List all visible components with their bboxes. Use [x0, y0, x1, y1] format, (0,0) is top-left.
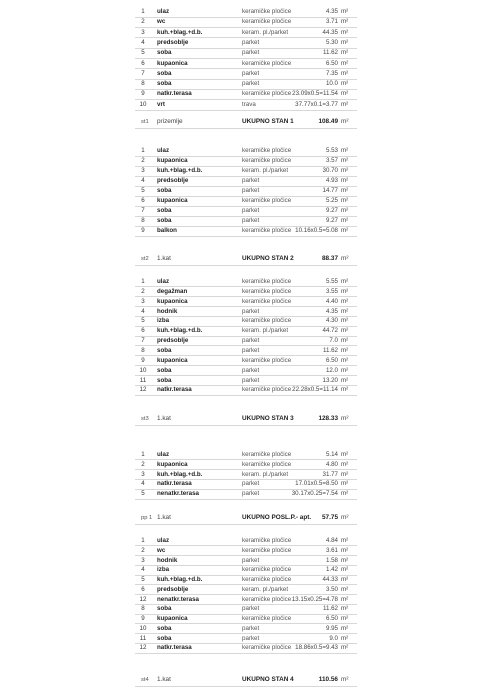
room-name: soba	[157, 605, 172, 613]
room-row	[0, 226, 487, 236]
total-divider	[135, 524, 357, 525]
room-name: nenatkr.terasa	[157, 595, 199, 603]
area-unit: m²	[341, 227, 349, 234]
room-area: 1.58	[325, 556, 338, 564]
room-name: soba	[157, 346, 172, 354]
floor-material: keramičke pločice	[242, 615, 292, 622]
room-number: 4	[141, 177, 145, 184]
room-name: wc	[157, 546, 166, 554]
room-number: 10	[139, 624, 147, 632]
total-unit: m²	[341, 514, 349, 521]
room-row	[0, 28, 487, 38]
unit-symbol: st2	[141, 256, 149, 262]
floor-material: keramičke pločice	[242, 147, 292, 154]
room-name: soba	[157, 366, 172, 374]
room-name: soba	[157, 49, 172, 57]
room-row	[0, 79, 487, 89]
floor-material: parket	[242, 80, 260, 88]
total-divider	[135, 128, 357, 129]
room-number: 2	[141, 157, 145, 164]
room-name: izba	[157, 566, 170, 574]
floor-material: keram. pl./parket	[242, 470, 289, 478]
floor-material: keramičke pločice	[242, 297, 292, 305]
area-unit: m²	[341, 80, 349, 88]
total-unit: m²	[341, 118, 349, 125]
room-area: 9.0	[329, 634, 338, 642]
floor-level: 1.kat	[157, 415, 171, 422]
room-row	[0, 156, 487, 166]
area-unit: m²	[341, 297, 349, 305]
room-name: kuh.+blag.+d.b.	[157, 470, 203, 478]
room-area: 4.30	[325, 317, 338, 325]
area-unit: m²	[341, 177, 349, 184]
area-unit: m²	[341, 217, 349, 224]
total-divider	[135, 425, 357, 426]
room-area: 31.77	[322, 470, 338, 478]
room-number: 12	[139, 386, 147, 394]
room-area: 23.09x0.5=11.54	[292, 90, 338, 98]
room-name: soba	[157, 187, 172, 194]
area-unit: m²	[341, 327, 349, 335]
room-name: kupaonica	[157, 356, 188, 364]
room-area: 11.62	[322, 346, 338, 354]
room-area: 7.35	[325, 69, 338, 77]
room-area: 1.42	[325, 566, 338, 574]
room-row	[0, 186, 487, 196]
area-unit: m²	[341, 187, 349, 194]
room-area: 5.30	[325, 38, 338, 46]
floor-level: 1.kat	[157, 255, 171, 262]
room-number: 12	[139, 644, 147, 652]
floor-material: keramičke pločice	[242, 227, 292, 234]
floor-material: keramičke pločice	[242, 356, 292, 364]
room-area: 4.35	[325, 8, 338, 15]
room-name: predsoblje	[157, 585, 189, 593]
room-area: 9.27	[325, 217, 338, 224]
room-name: predsoblje	[157, 337, 189, 345]
area-unit: m²	[341, 490, 349, 498]
floor-material: keramičke pločice	[242, 386, 292, 394]
floor-material: keramičke pločice	[242, 317, 292, 325]
room-row	[0, 206, 487, 216]
floor-material: keramičke pločice	[242, 157, 292, 164]
room-area: 13.15x0.25=4.78	[291, 595, 338, 603]
row-divider	[135, 653, 357, 654]
floor-material: keram. pl./parket	[242, 28, 289, 36]
total-label: UKUPNO STAN 3	[242, 415, 294, 422]
area-unit: m²	[341, 167, 349, 174]
room-number: 3	[141, 167, 145, 174]
room-name: kuh.+blag.+d.b.	[157, 327, 203, 335]
area-unit: m²	[341, 480, 349, 488]
room-number: 7	[141, 207, 145, 214]
floor-material: keramičke pločice	[242, 197, 292, 204]
room-area: 4.84	[325, 537, 338, 544]
room-name: soba	[157, 69, 172, 77]
room-area: 14.77	[322, 187, 338, 194]
floor-material: keramičke pločice	[242, 287, 292, 295]
room-area: 4.80	[325, 460, 338, 468]
area-unit: m²	[341, 207, 349, 214]
room-number: 8	[141, 217, 145, 224]
total-area: 88.37	[322, 255, 338, 262]
room-area: 44.35	[322, 28, 338, 36]
total-unit: m²	[341, 676, 349, 683]
floor-material: keramičke pločice	[242, 451, 292, 458]
room-number: 7	[141, 69, 145, 77]
room-number: 9	[141, 227, 145, 234]
area-unit: m²	[341, 537, 349, 544]
floor-material: parket	[242, 346, 260, 354]
unit-symbol: st4	[141, 677, 149, 683]
room-name: hodnik	[157, 307, 178, 315]
room-number: 6	[141, 59, 145, 67]
room-area: 13.20	[322, 376, 338, 384]
floor-material: parket	[242, 376, 260, 384]
room-name: soba	[157, 207, 172, 214]
area-unit: m²	[341, 8, 349, 15]
room-area: 7.0	[329, 337, 338, 345]
room-number: 5	[141, 490, 145, 498]
room-area: 30.70	[322, 167, 338, 174]
room-number: 8	[141, 605, 145, 613]
room-name: natkr.terasa	[157, 644, 192, 652]
total-unit: m²	[341, 255, 349, 262]
area-unit: m²	[341, 28, 349, 36]
floor-material: parket	[242, 177, 260, 184]
room-area: 3.57	[325, 157, 338, 164]
floor-material: parket	[242, 307, 260, 315]
room-name: nenatkr.terasa	[157, 490, 199, 498]
room-area: 6.50	[325, 356, 338, 364]
area-unit: m²	[341, 615, 349, 622]
room-name: soba	[157, 376, 172, 384]
room-area: 30.17x0.25=7.54	[291, 490, 338, 498]
room-row	[0, 69, 487, 79]
room-row	[0, 59, 487, 69]
room-name: natkr.terasa	[157, 386, 192, 394]
room-number: 8	[141, 80, 145, 88]
room-name: ulaz	[157, 537, 170, 544]
total-area: 110.56	[318, 676, 338, 683]
area-unit: m²	[341, 49, 349, 57]
total-label: UKUPNO STAN 1	[242, 118, 294, 125]
area-unit: m²	[341, 157, 349, 164]
room-number: 5	[141, 317, 145, 325]
area-unit: m²	[341, 317, 349, 325]
floor-material: parket	[242, 480, 260, 488]
room-area: 9.27	[325, 207, 338, 214]
area-unit: m²	[341, 595, 349, 603]
room-area: 12.0	[325, 366, 338, 374]
floor-level: 1.kat	[157, 676, 171, 683]
room-name: wc	[157, 18, 166, 26]
total-label: UKUPNO STAN 4	[242, 676, 294, 683]
room-area: 5.14	[325, 451, 338, 458]
unit-symbol: st1	[141, 119, 149, 125]
unit-symbol: pp 1	[141, 515, 153, 521]
room-name: degažman	[157, 287, 188, 295]
floor-material: keramičke pločice	[242, 595, 292, 603]
room-name: vrt	[157, 100, 165, 108]
room-area: 5.25	[325, 197, 338, 204]
area-unit: m²	[341, 460, 349, 468]
room-number: 1	[141, 8, 145, 15]
room-name: ulaz	[157, 147, 170, 154]
floor-material: keramičke pločice	[242, 546, 292, 554]
room-area: 22.28x0.5=11.14	[292, 386, 338, 394]
room-number: 5	[141, 187, 145, 194]
floor-material: keram. pl./parket	[242, 167, 289, 174]
room-name: soba	[157, 634, 172, 642]
room-area: 18.86x0.5=9.43	[295, 644, 338, 652]
room-number: 9	[141, 356, 145, 364]
room-number: 7	[141, 337, 145, 345]
room-number: 1	[141, 537, 145, 544]
room-number: 3	[141, 556, 145, 564]
floor-material: parket	[242, 217, 260, 224]
area-unit: m²	[341, 366, 349, 374]
area-unit: m²	[341, 337, 349, 345]
total-label: UKUPNO POSL.P.- apt.	[242, 514, 312, 521]
floor-material: keramičke pločice	[242, 460, 292, 468]
area-unit: m²	[341, 197, 349, 204]
total-divider	[135, 265, 357, 266]
area-unit: m²	[341, 147, 349, 154]
room-number: 9	[141, 90, 145, 98]
room-name: kupaonica	[157, 59, 188, 67]
room-area: 4.35	[325, 307, 338, 315]
total-area: 128.33	[318, 415, 338, 422]
room-name: kupaonica	[157, 460, 188, 468]
room-area: 11.62	[322, 49, 338, 57]
total-unit: m²	[341, 415, 349, 422]
room-row	[0, 146, 487, 156]
unit-symbol: st3	[141, 416, 149, 422]
unit-total-row	[0, 253, 487, 265]
room-number: 9	[141, 615, 145, 622]
room-name: natkr.terasa	[157, 90, 192, 98]
room-area: 4.93	[325, 177, 338, 184]
room-name: kuh.+blag.+d.b.	[157, 167, 203, 174]
room-number: 10	[139, 366, 147, 374]
room-number: 1	[141, 147, 145, 154]
floor-material: parket	[242, 624, 260, 632]
room-name: ulaz	[157, 451, 170, 458]
room-number: 11	[139, 634, 147, 642]
floor-material: parket	[242, 38, 260, 46]
floor-material: keramičke pločice	[242, 576, 292, 583]
area-unit: m²	[341, 644, 349, 652]
row-divider	[135, 395, 357, 396]
area-unit: m²	[341, 470, 349, 478]
floor-material: parket	[242, 605, 260, 613]
room-row	[0, 166, 487, 176]
room-number: 2	[141, 18, 145, 26]
room-area: 5.55	[325, 278, 338, 285]
room-area: 11.62	[322, 605, 338, 613]
room-name: kuh.+blag.+d.b.	[157, 28, 203, 36]
room-name: predsoblje	[157, 177, 189, 184]
area-unit: m²	[341, 451, 349, 458]
room-number: 3	[141, 297, 145, 305]
room-name: kupaonica	[157, 297, 188, 305]
floor-material: parket	[242, 634, 260, 642]
row-divider	[135, 236, 357, 237]
room-name: predsoblje	[157, 38, 189, 46]
area-unit: m²	[341, 38, 349, 46]
floor-material: parket	[242, 69, 260, 77]
area-unit: m²	[341, 307, 349, 315]
floor-material: parket	[242, 49, 260, 57]
room-row	[0, 38, 487, 48]
room-name: balkon	[157, 227, 177, 234]
unit-total-row	[0, 674, 487, 686]
floor-material: keramičke pločice	[242, 566, 292, 574]
floor-material: keramičke pločice	[242, 59, 292, 67]
room-name: ulaz	[157, 8, 170, 15]
room-name: kupaonica	[157, 197, 188, 204]
room-name: soba	[157, 217, 172, 224]
room-area: 44.33	[322, 576, 338, 583]
area-unit: m²	[341, 59, 349, 67]
floor-material: keram. pl./parket	[242, 585, 289, 593]
room-area: 3.55	[325, 287, 338, 295]
room-number: 2	[141, 287, 145, 295]
room-number: 1	[141, 451, 145, 458]
room-number: 12	[139, 595, 147, 603]
room-number: 6	[141, 327, 145, 335]
area-unit: m²	[341, 605, 349, 613]
floor-level: prizemlje	[157, 118, 183, 125]
area-unit: m²	[341, 556, 349, 564]
floor-level: 1.kat	[157, 514, 171, 521]
room-area: 10.0	[325, 80, 338, 88]
row-divider	[135, 110, 357, 111]
floor-material: parket	[242, 337, 260, 345]
room-name: soba	[157, 80, 172, 88]
room-name: soba	[157, 624, 172, 632]
room-number: 4	[141, 480, 145, 488]
unit-total-row	[0, 512, 487, 524]
room-number: 3	[141, 470, 145, 478]
room-number: 1	[141, 278, 145, 285]
room-area: 3.71	[325, 18, 338, 26]
unit-total-row	[0, 413, 487, 425]
room-number: 8	[141, 346, 145, 354]
area-unit: m²	[341, 576, 349, 583]
room-area: 10.16x0.5=5.08	[295, 227, 338, 234]
room-row	[0, 196, 487, 206]
room-area: 3.61	[325, 546, 338, 554]
floor-material: keramičke pločice	[242, 644, 292, 652]
room-area: 44.72	[322, 327, 338, 335]
area-unit: m²	[341, 386, 349, 394]
floor-material: parket	[242, 490, 260, 498]
room-area: 9.95	[325, 624, 338, 632]
room-area: 6.50	[325, 59, 338, 67]
room-area: 3.50	[325, 585, 338, 593]
room-row	[0, 89, 487, 99]
unit-total-row	[0, 116, 487, 128]
total-divider	[135, 686, 357, 687]
area-unit: m²	[341, 624, 349, 632]
area-unit: m²	[341, 585, 349, 593]
floor-material: trava	[242, 100, 256, 108]
area-unit: m²	[341, 69, 349, 77]
room-name: hodnik	[157, 556, 178, 564]
area-unit: m²	[341, 566, 349, 574]
total-label: UKUPNO STAN 2	[242, 255, 294, 262]
floor-material: keramičke pločice	[242, 537, 292, 544]
area-unit: m²	[341, 287, 349, 295]
floor-material: parket	[242, 556, 260, 564]
room-row	[0, 176, 487, 186]
room-number: 6	[141, 585, 145, 593]
floor-material: keramičke pločice	[242, 278, 292, 285]
room-number: 2	[141, 460, 145, 468]
room-row	[0, 17, 487, 27]
room-number: 5	[141, 576, 145, 583]
room-name: natkr.terasa	[157, 480, 192, 488]
room-name: kupaonica	[157, 157, 188, 164]
area-unit: m²	[341, 18, 349, 26]
room-number: 11	[139, 376, 147, 384]
room-name: izba	[157, 317, 170, 325]
room-area: 5.53	[325, 147, 338, 154]
room-row	[0, 48, 487, 58]
floor-material: keramičke pločice	[242, 18, 292, 26]
floor-material: parket	[242, 366, 260, 374]
room-number: 3	[141, 28, 145, 36]
area-unit: m²	[341, 634, 349, 642]
total-area: 57.75	[322, 514, 338, 521]
floor-material: parket	[242, 207, 260, 214]
row-divider	[135, 499, 357, 500]
total-area: 108.49	[318, 118, 338, 125]
room-area: 4.40	[325, 297, 338, 305]
area-unit: m²	[341, 356, 349, 364]
area-unit: m²	[341, 90, 349, 98]
room-number: 4	[141, 307, 145, 315]
room-number: 10	[139, 100, 147, 108]
room-number: 4	[141, 566, 145, 574]
room-area: 37.77x0.1=3.77	[295, 100, 338, 108]
room-number: 2	[141, 546, 145, 554]
area-unit: m²	[341, 278, 349, 285]
room-name: ulaz	[157, 278, 170, 285]
area-unit: m²	[341, 100, 349, 108]
room-area: 17.01x0.5=8.50	[295, 480, 338, 488]
area-unit: m²	[341, 376, 349, 384]
floor-material: keram. pl./parket	[242, 327, 289, 335]
area-unit: m²	[341, 346, 349, 354]
room-row	[0, 216, 487, 226]
room-area: 6.50	[325, 615, 338, 622]
room-row	[0, 100, 487, 110]
room-number: 5	[141, 49, 145, 57]
floor-material: keramičke pločice	[242, 8, 292, 15]
room-number: 6	[141, 197, 145, 204]
room-number: 4	[141, 38, 145, 46]
room-row	[0, 7, 487, 17]
floor-material: keramičke pločice	[242, 90, 292, 98]
area-unit: m²	[341, 546, 349, 554]
room-name: kupaonica	[157, 615, 188, 622]
floor-material: parket	[242, 187, 260, 194]
room-name: kuh.+blag.+d.b.	[157, 576, 203, 583]
